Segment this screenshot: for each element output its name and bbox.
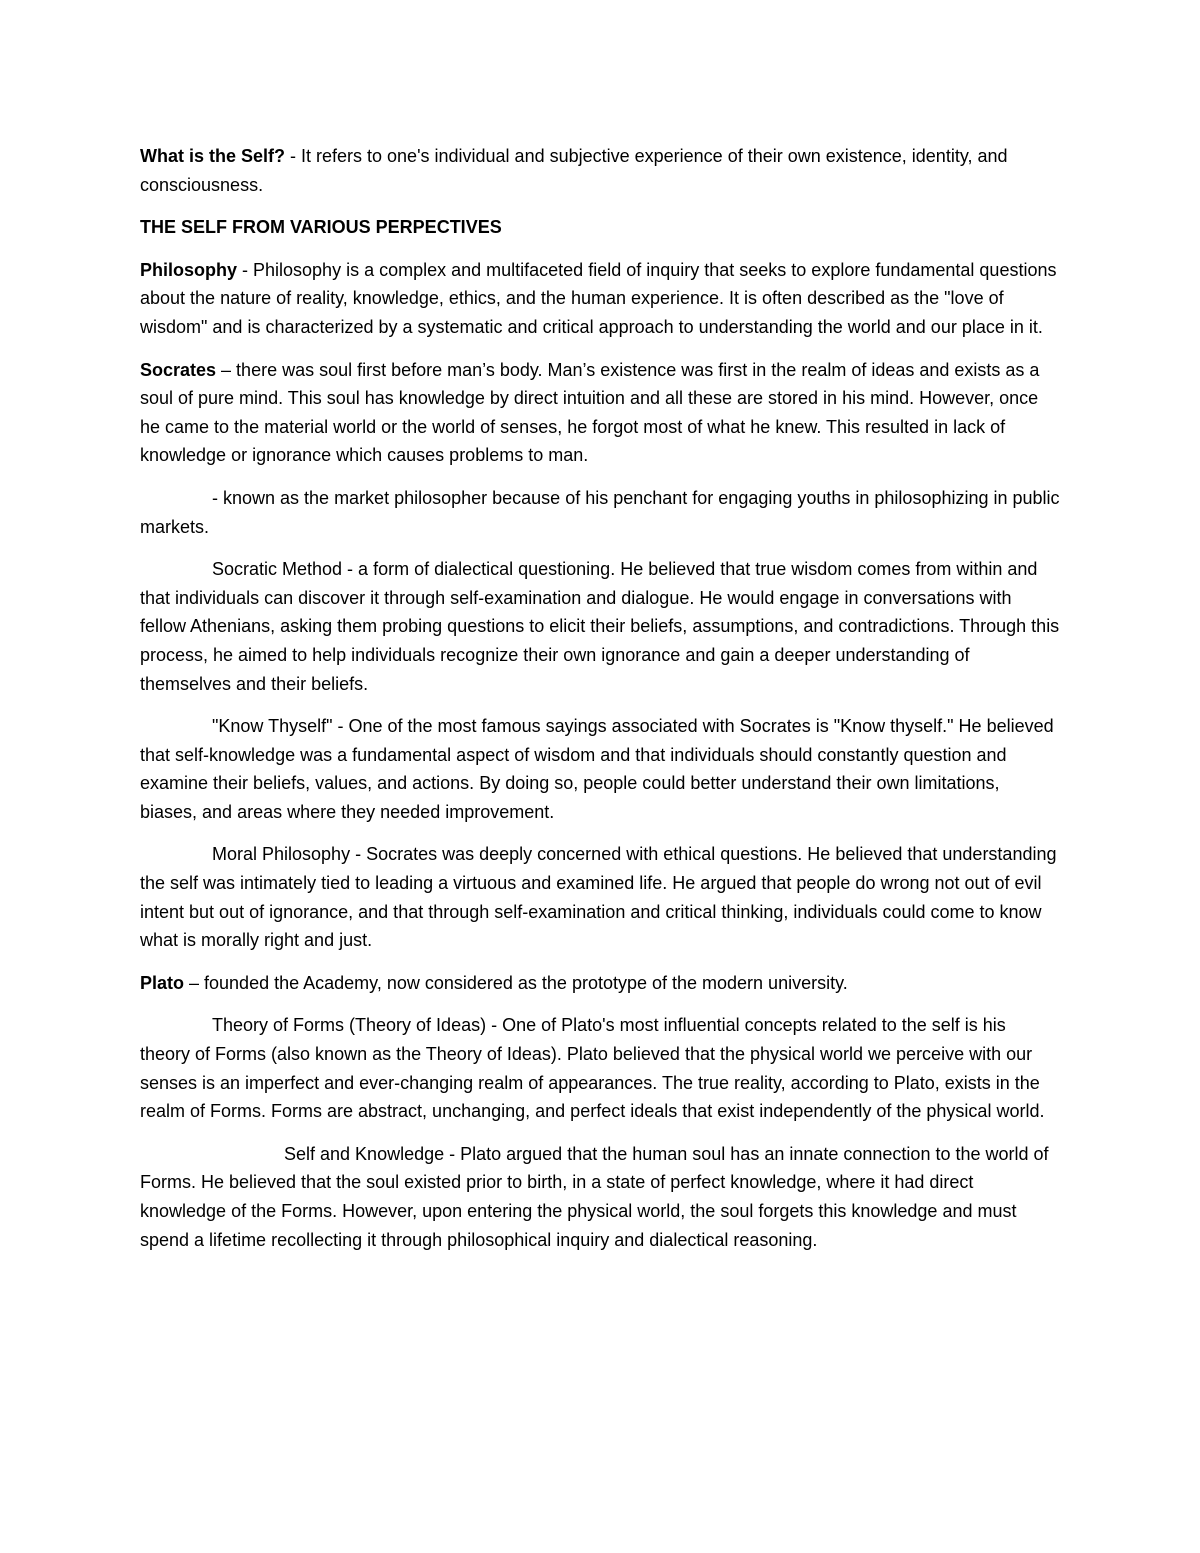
theory-of-forms-paragraph: Theory of Forms (Theory of Ideas) - One of Plato's most influential concepts related to the self is his theory of Forms (also known as the Theory of Ideas). Plato believed that the physical world we perceive with our senses is an imperfect and ever-changing realm of appearances. The true reality, according to Plato, exists in the realm of Forms. Forms are abstract, unchanging, and perfect ideals that exist independently of the physical world. xyxy=(140,1015,1045,1122)
section-heading: THE SELF FROM VARIOUS PERPECTIVES xyxy=(140,217,502,238)
socratic-method-paragraph: Socratic Method - a form of dialectical questioning. He believed that true wisdom comes from within and that individuals can discover it through self-examination and dialogue. He would engage in conversations with fellow Athenians, asking them probing questions to elicit their beliefs, assumptions, and contradictions. Through this process, he aimed to help individuals recognize their own ignorance and gain a deeper understanding of themselves and their beliefs. xyxy=(140,559,1060,694)
philosophy-text: - Philosophy is a complex and multifaceted field of inquiry that seeks to explore fundamental questions about the nature of reality, knowledge, ethics, and the human experience. It is often described as the "love of wisdom" and is characterized by a systematic and critical approach to understanding the world and our place in it. xyxy=(140,259,1057,337)
plato-term: Plato xyxy=(140,972,185,993)
moral-philosophy-paragraph: Moral Philosophy - Socrates was deeply concerned with ethical questions. He believed that understanding the self was intimately tied to leading a virtuous and examined life. He argued that people do wrong not out of evil intent but out of ignorance, and that through self-examination and critical thinking, individuals could come to know what is morally right and just. xyxy=(140,844,1057,951)
philosophy-term: Philosophy xyxy=(140,259,238,280)
intro-paragraph xyxy=(140,142,1060,199)
plato-text: – founded the Academy, now considered as the prototype of the modern university. xyxy=(184,972,848,993)
philosophy-paragraph xyxy=(140,256,1060,342)
self-and-knowledge-paragraph: Self and Knowledge - Plato argued that the human soul has an innate connection to the world of Forms. He believed that the soul existed prior to birth, in a state of perfect knowledge, where it had direct knowledge of the Forms. However, upon entering the physical world, the soul forgets this knowledge and must spend a lifetime recollecting it through philosophical inquiry and dialectical reasoning. xyxy=(140,1143,1049,1250)
socrates-text: – there was soul first before man’s body. Man’s existence was first in the realm of ideas and exists as a soul of pure mind. This soul has knowledge by direct intuition and all these are stored in his mind. However, once he came to the material world or the world of senses, he forgot most of what he knew. This resulted in lack of knowledge or ignorance which causes problems to man. xyxy=(140,359,1040,466)
know-thyself-paragraph: "Know Thyself" - One of the most famous sayings associated with Socrates is "Know thyself." He believed that self-knowledge was a fundamental aspect of wisdom and that individuals should constantly question and examine their beliefs, values, and actions. By doing so, people could better understand their own limitations, biases, and areas where they needed improvement. xyxy=(140,716,1054,822)
intro-term: What is the Self? xyxy=(140,146,286,166)
plato-paragraph xyxy=(140,969,1060,998)
socrates-term: Socrates xyxy=(140,359,217,380)
intro-text: - It refers to one's individual and subjective experience of their own existence, identity, and consciousness. xyxy=(140,146,1008,195)
socrates-market-paragraph: - known as the market philosopher because of his penchant for engaging youths in philosophizing in public markets. xyxy=(140,487,1060,537)
document-body xyxy=(140,142,1060,1268)
socrates-paragraph xyxy=(140,356,1060,470)
